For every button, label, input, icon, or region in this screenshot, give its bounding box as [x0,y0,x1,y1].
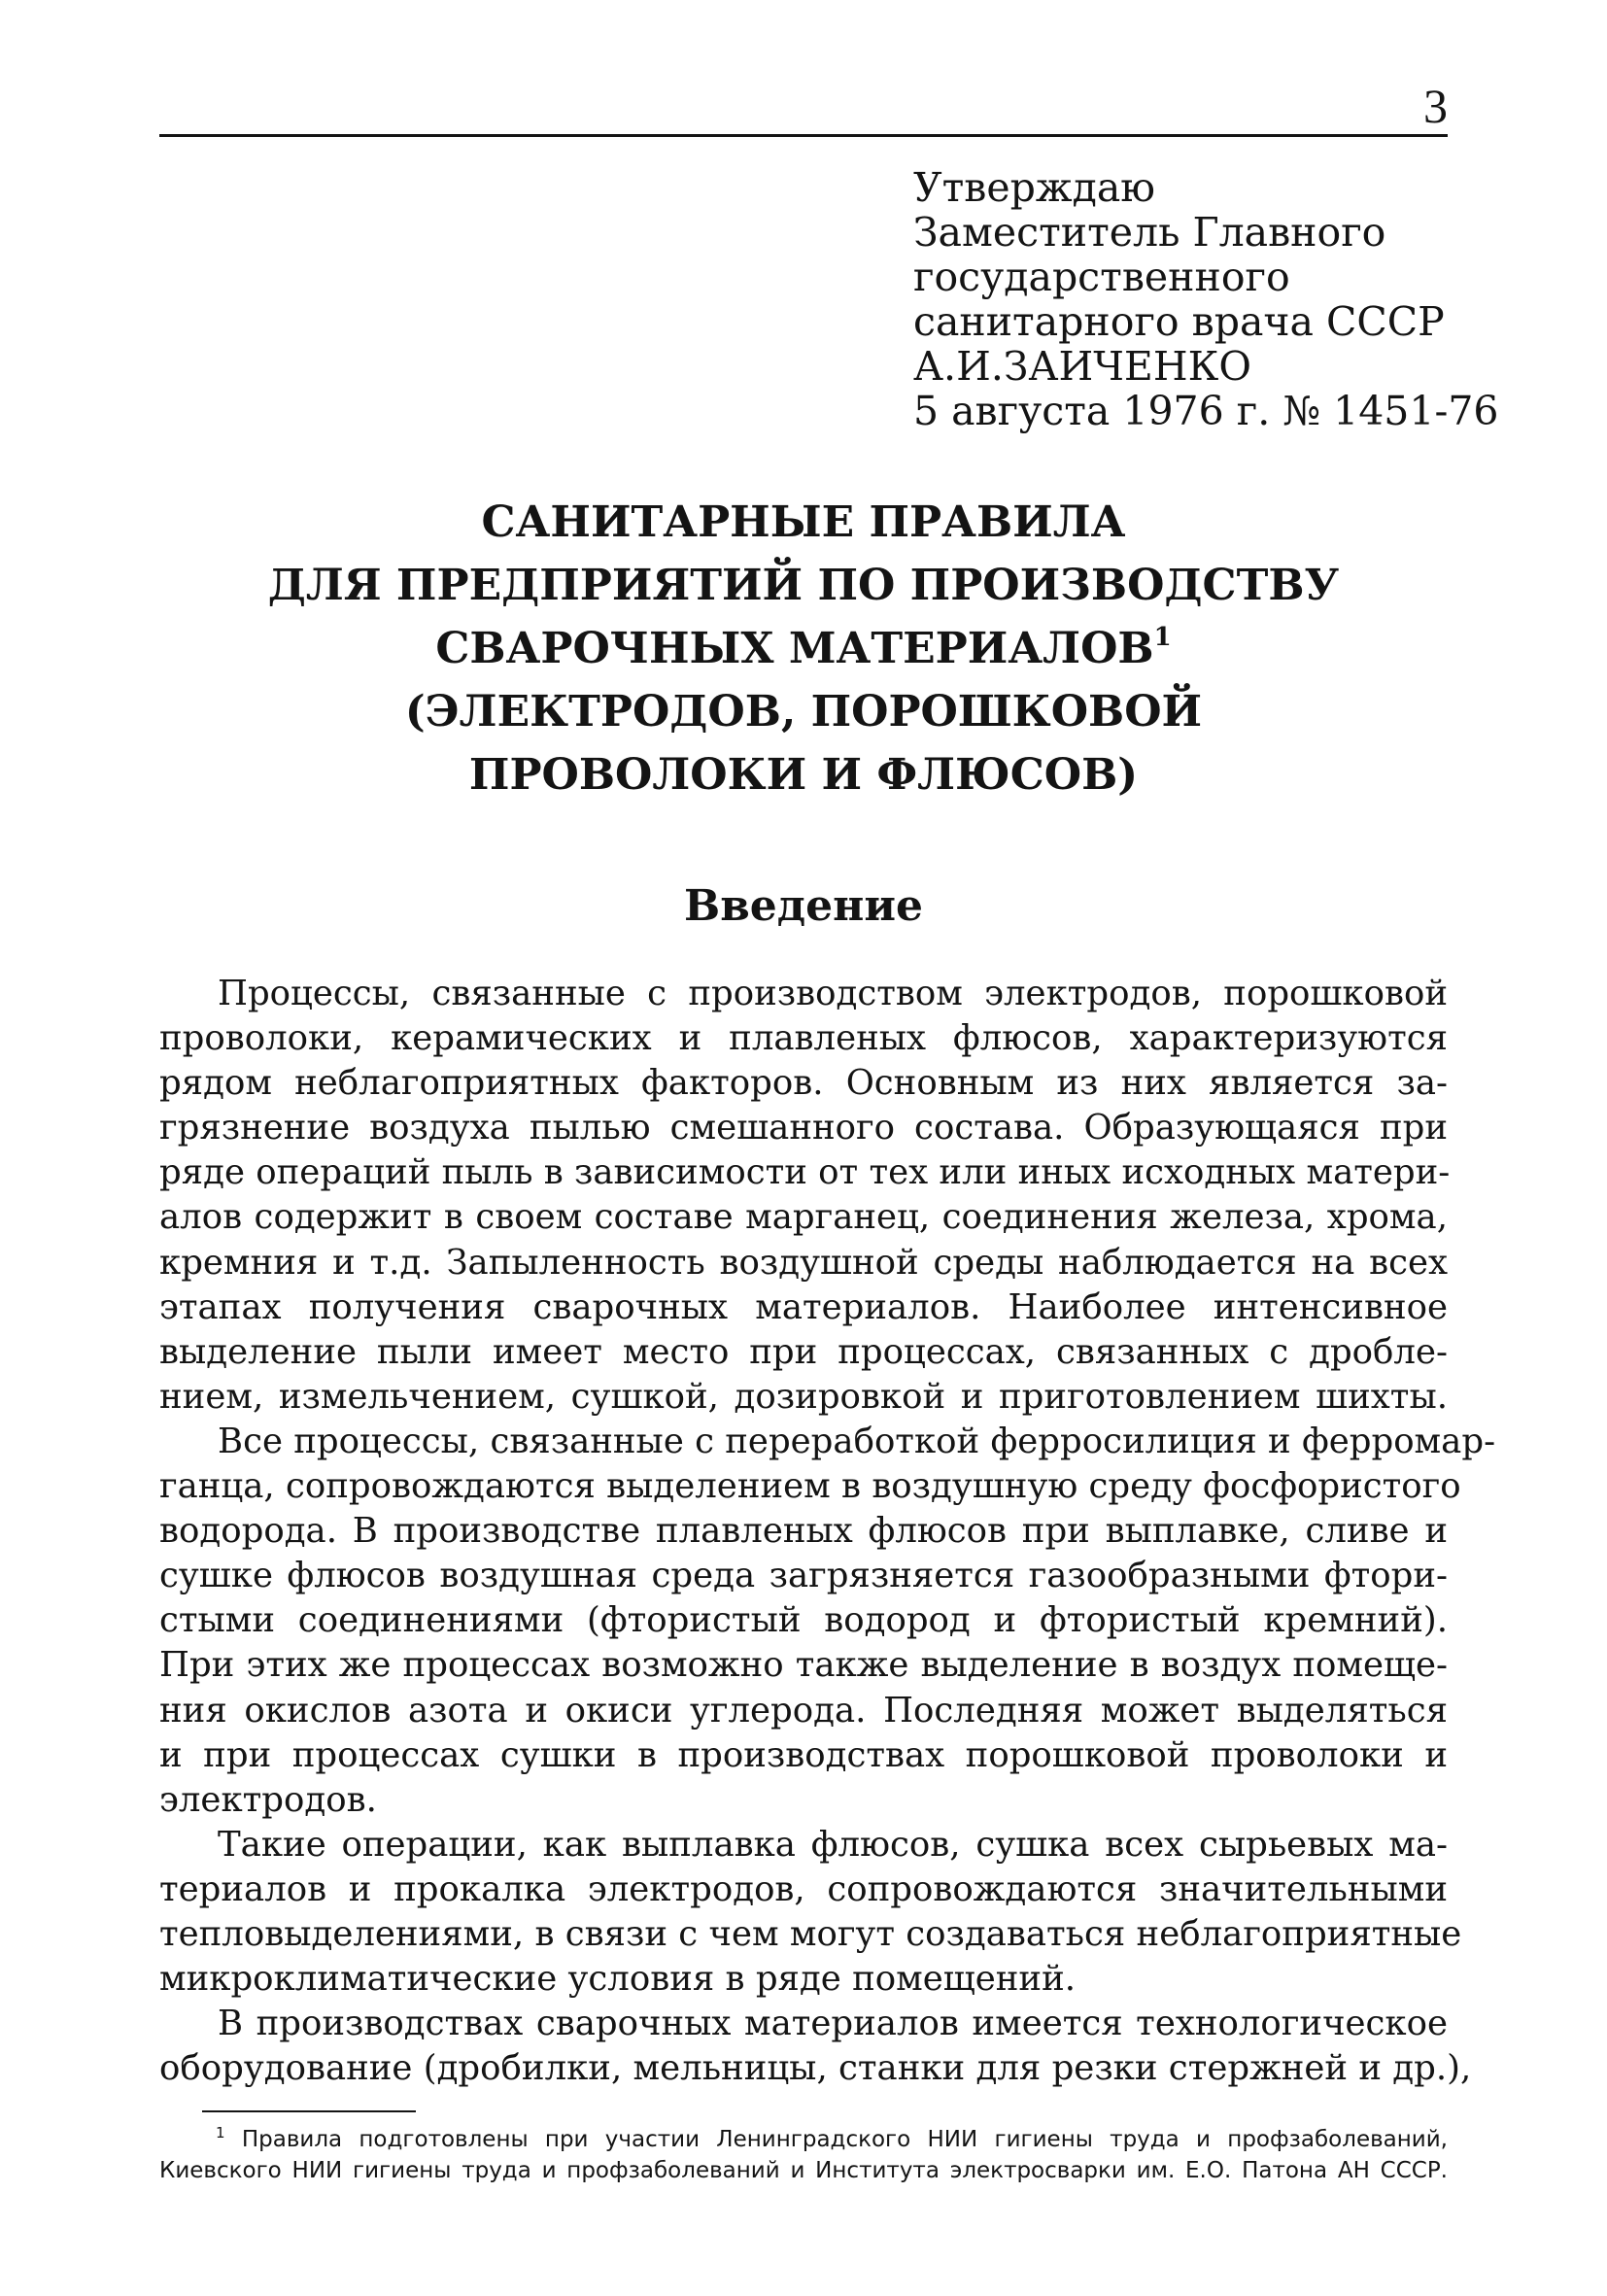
text-line: микроклиматические условия в ряде помещений. [159,1959,1077,2000]
approval-line: А.И.ЗАИЧЕНКО [913,343,1251,390]
body-text [159,972,1496,2091]
page-number: 3 [1423,79,1448,133]
text-line: проволоки, керамических и плавленых флюсов, характеризуются [159,1018,1448,1059]
paragraph [159,1823,1462,2002]
approval-line: санитарного врача СССР [913,298,1445,345]
title-line [159,617,1448,680]
title-line-text: СВАРОЧНЫХ МАТЕРИАЛОВ [435,624,1154,673]
header-rule [159,134,1448,137]
text-line: В производствах сварочных материалов имеется технологическое [218,2004,1448,2044]
title-line: САНИТАРНЫЕ ПРАВИЛА [481,497,1126,547]
paragraph [159,972,1451,1420]
text-line: стыми соединениями (фтористый водород и фтористый кремний). [159,1600,1448,1641]
text-line: и при процессах сушки в производствах порошковой проволоки и [159,1734,1448,1775]
text-line: оборудование (дробилки, мельницы, станки для резки стержней и др.), [159,2048,1472,2089]
approval-line: 5 августа 1976 г. № 1451-76 [913,388,1499,434]
text-line: ганца, сопровождаются выделением в воздушную среду фосфористого [159,1466,1461,1507]
paragraph [159,1420,1496,1823]
section-heading: Введение [684,881,923,931]
text-line: тепловыделениями, в связи с чем могут создаваться неблагоприятные [159,1913,1462,1954]
text-line: этапах получения сварочных материалов. Наиболее интенсивное [159,1286,1448,1327]
title-line: ПРОВОЛОКИ И ФЛЮСОВ) [468,750,1139,800]
footnote-reference: 1 [1153,623,1172,652]
text-line: ния окислов азота и окиси углерода. Последняя может выделяться [159,1690,1448,1731]
title-line: ДЛЯ ПРЕДПРИЯТИЙ ПО ПРОИЗВОДСТВУ [267,561,1340,610]
text-line: рядом неблагоприятных факторов. Основным из них является за- [159,1063,1448,1104]
footnote-rule [202,2110,416,2112]
footnote-line [159,2124,1448,2155]
text-line: ряде операций пыль в зависимости от тех или иных исходных матери- [159,1152,1451,1193]
footnote-text: Правила подготовлены при участии Ленинградского НИИ гигиены труда и профзаболеваний, [224,2127,1448,2152]
text-line: Такие операции, как выплавка флюсов, сушка всех сырьевых ма- [218,1824,1448,1865]
approval-line: Заместитель Главного [913,209,1386,256]
text-line: выделение пыли имеет место при процессах, связанных с дробле- [159,1331,1448,1372]
text-line: грязнение воздуха пылью смешанного состава. Образующаяся при [159,1108,1448,1148]
text-line: водорода. В производстве плавленых флюсов при выплавке, сливе и [159,1511,1448,1552]
text-line: териалов и прокалка электродов, сопровождаются значительными [159,1868,1448,1909]
text-line: сушке флюсов воздушная среда загрязняется газообразными фтори- [159,1556,1448,1596]
title-line: (ЭЛЕКТРОДОВ, ПОРОШКОВОЙ [404,687,1203,737]
text-line: Процессы, связанные с производством электродов, порошковой [218,974,1448,1013]
text-line: нием, измельчением, сушкой, дозировкой и приготовлением шихты. [159,1376,1448,1417]
approval-block [913,164,1499,434]
text-line: Все процессы, связанные с переработкой ферросилиция и ферромар- [218,1421,1496,1461]
paragraph [159,2002,1472,2091]
text-line: При этих же процессах возможно также выделение в воздух помеще- [159,1645,1448,1686]
text-line: алов содержит в своем составе марганец, соединения железа, хрома, [159,1197,1448,1238]
document-title [159,491,1448,806]
approval-line: государственного [913,254,1290,300]
approval-line: Утверждаю [913,164,1156,211]
footnote [159,2124,1448,2186]
footnote-mark: 1 [216,2124,225,2142]
footnote-line: Киевского НИИ гигиены труда и профзаболеваний и Института электросварки им. Е.О. Патона АН СССР. [159,2158,1448,2183]
text-line: электродов. [159,1779,377,1820]
text-line: кремния и т.д. Запыленность воздушной среды наблюдается на всех [159,1242,1448,1283]
